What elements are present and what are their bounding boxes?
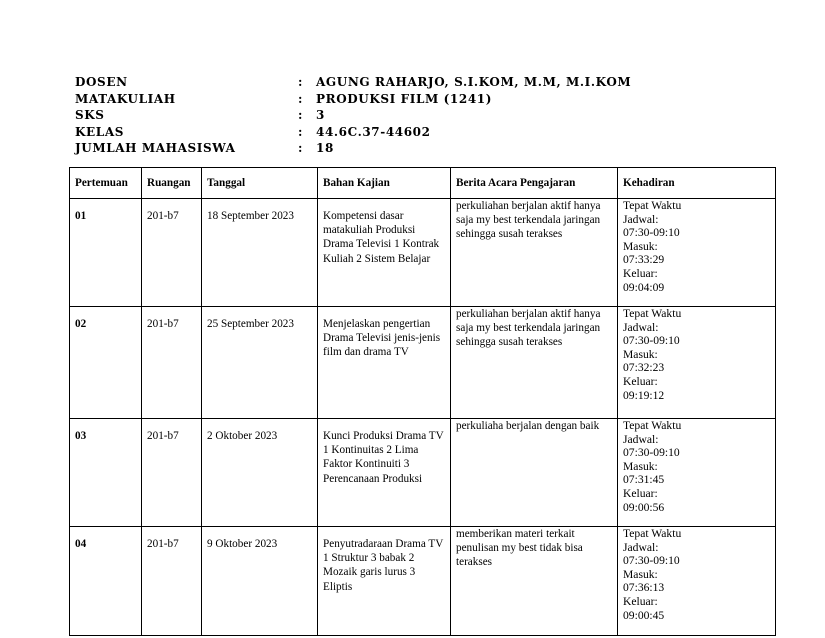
berita-acara-cell: memberikan materi terkait penulisan my best tidak bisa terakses (451, 527, 618, 636)
kehadiran-status: Tepat Waktu (623, 419, 682, 432)
kelas-value: 44.6C.37-44602 (316, 124, 431, 139)
berita-acara-cell: perkuliahan berjalan aktif hanya saja my best terkendala jaringan sehingga susah terakses (451, 199, 618, 307)
bahan-kajian-cell: Penyutradaraan Drama TV 1 Struktur 3 babak 2 Mozaik garis lurus 3 Eliptis (318, 527, 451, 636)
header-pertemuan: Pertemuan (70, 168, 142, 199)
masuk-value: 07:36:13 (623, 581, 665, 595)
colon: : (298, 75, 304, 89)
ruangan-cell: 201-b7 (142, 199, 202, 307)
masuk-label: Masuk: (623, 239, 658, 253)
jumlah-mahasiswa-row (75, 140, 631, 157)
sks-row (75, 107, 631, 124)
dosen-row (75, 74, 631, 91)
colon: : (298, 91, 304, 106)
tanggal-cell: 18 September 2023 (202, 199, 318, 307)
pertemuan-cell: 03 (70, 419, 142, 527)
header-tanggal: Tanggal (202, 168, 318, 199)
jadwal-label: Jadwal: (623, 432, 659, 446)
attendance-table (69, 167, 776, 636)
ruangan-cell: 201-b7 (142, 527, 202, 636)
masuk-value: 07:33:29 (623, 253, 665, 267)
tanggal-cell: 25 September 2023 (202, 307, 318, 419)
kehadiran-cell (618, 419, 776, 527)
keluar-value: 09:00:45 (623, 608, 665, 622)
table-row (70, 307, 776, 419)
keluar-value: 09:04:09 (623, 280, 665, 294)
ruangan-cell: 201-b7 (142, 307, 202, 419)
kehadiran-status: Tepat Waktu (623, 527, 682, 540)
table-row (70, 527, 776, 636)
masuk-label: Masuk: (623, 347, 658, 361)
keluar-label: Keluar: (623, 594, 658, 608)
colon: : (298, 124, 304, 139)
jadwal-label: Jadwal: (623, 540, 659, 554)
bahan-kajian-cell: Kompetensi dasar matakuliah Produksi Drama Televisi 1 Kontrak Kuliah 2 Sistem Belajar (318, 199, 451, 307)
pertemuan-cell: 04 (70, 527, 142, 636)
berita-acara-cell: perkuliaha berjalan dengan baik (451, 419, 618, 527)
kehadiran-cell (618, 527, 776, 636)
colon: : (298, 141, 304, 155)
masuk-label: Masuk: (623, 567, 658, 581)
kelas-row (75, 124, 631, 141)
header-kehadiran: Kehadiran (618, 168, 776, 199)
kelas-label: KELAS (75, 124, 124, 139)
masuk-value: 07:32:23 (623, 361, 665, 375)
header-ruangan: Ruangan (142, 168, 202, 199)
matakuliah-label: MATAKULIAH (75, 91, 176, 106)
jumlah-mahasiswa-label: JUMLAH MAHASISWA (75, 141, 236, 155)
jadwal-value: 07:30-09:10 (623, 554, 680, 568)
dosen-value: AGUNG RAHARJO, S.I.KOM, M.M, M.I.KOM (316, 75, 632, 89)
header-berita-acara: Berita Acara Pengajaran (451, 168, 618, 199)
pertemuan-cell: 01 (70, 199, 142, 307)
course-info (75, 74, 631, 157)
keluar-value: 09:00:56 (623, 500, 665, 514)
tanggal-cell: 9 Oktober 2023 (202, 527, 318, 636)
colon: : (298, 108, 304, 122)
jadwal-value: 07:30-09:10 (623, 334, 680, 348)
jumlah-mahasiswa-value: 18 (316, 141, 334, 155)
jadwal-label: Jadwal: (623, 320, 659, 334)
table-header-row (70, 168, 776, 199)
matakuliah-row (75, 91, 631, 108)
matakuliah-value: PRODUKSI FILM (1241) (316, 91, 492, 106)
kehadiran-status: Tepat Waktu (623, 307, 682, 320)
table-row (70, 199, 776, 307)
kehadiran-cell (618, 307, 776, 419)
ruangan-cell: 201-b7 (142, 419, 202, 527)
masuk-value: 07:31:45 (623, 473, 665, 487)
pertemuan-cell: 02 (70, 307, 142, 419)
keluar-label: Keluar: (623, 266, 658, 280)
masuk-label: Masuk: (623, 459, 658, 473)
jadwal-value: 07:30-09:10 (623, 446, 680, 460)
sks-label: SKS (75, 108, 105, 122)
jadwal-value: 07:30-09:10 (623, 226, 680, 240)
table-row (70, 419, 776, 527)
keluar-label: Keluar: (623, 486, 658, 500)
keluar-label: Keluar: (623, 374, 658, 388)
bahan-kajian-cell: Kunci Produksi Drama TV 1 Kontinuitas 2 Lima Faktor Kontinuiti 3 Perencanaan Produksi (318, 419, 451, 527)
kehadiran-cell (618, 199, 776, 307)
jadwal-label: Jadwal: (623, 212, 659, 226)
keluar-value: 09:19:12 (623, 388, 665, 402)
tanggal-cell: 2 Oktober 2023 (202, 419, 318, 527)
bahan-kajian-cell: Menjelaskan pengertian Drama Televisi jenis-jenis film dan drama TV (318, 307, 451, 419)
dosen-label: DOSEN (75, 75, 128, 89)
kehadiran-status: Tepat Waktu (623, 199, 682, 212)
sks-value: 3 (316, 108, 325, 122)
header-bahan-kajian: Bahan Kajian (318, 168, 451, 199)
berita-acara-cell: perkuliahan berjalan aktif hanya saja my best terkendala jaringan sehingga susah terakses (451, 307, 618, 419)
